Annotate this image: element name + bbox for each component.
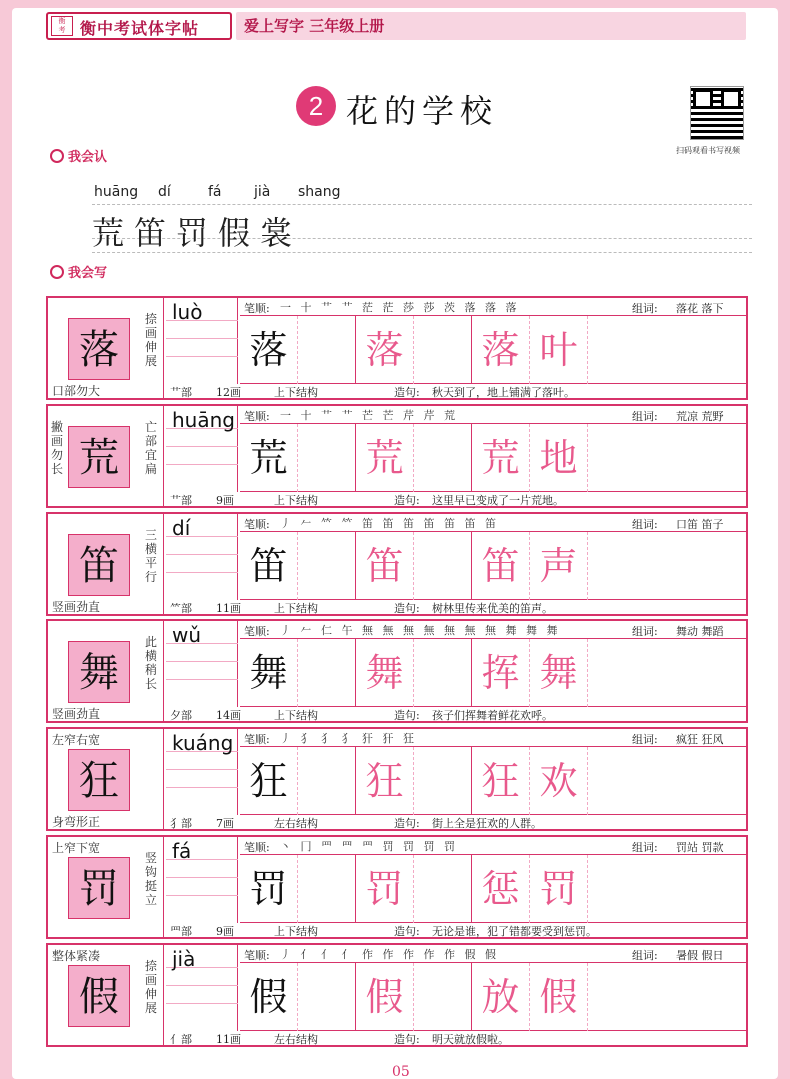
practice-cell[interactable] [298, 639, 356, 707]
row-pinyin: kuáng [172, 731, 234, 755]
pinyin-box [166, 406, 238, 492]
words-value: 落花 落下 [676, 302, 724, 315]
words-label: 组词: [632, 949, 658, 962]
stroke-order-label: 笔顺: [244, 302, 270, 315]
stroke-order-label: 笔顺: [244, 733, 270, 746]
guide-panel [48, 837, 164, 937]
stroke-count: 7画 [216, 817, 234, 830]
stroke-order-label: 笔顺: [244, 518, 270, 531]
tip-bottom: 身弯形正 [52, 815, 101, 829]
stroke-count: 11画 [216, 1033, 241, 1046]
brand-seal-icon: 衡 考 [51, 16, 73, 36]
magnifier-icon [50, 149, 64, 163]
practice-cell[interactable] [414, 532, 472, 600]
practice-cell[interactable]: 荒 [472, 424, 530, 492]
header-subtitle: 爱上写字 三年级上册 [244, 17, 385, 35]
qr-code-icon[interactable] [690, 86, 744, 140]
words-label: 组词: [632, 625, 658, 638]
practice-grid [240, 639, 746, 707]
row-footer [166, 923, 746, 937]
sentence-label: 造句: [394, 709, 420, 722]
stroke-order: 丿 犭 犭 犭 犴 犴 狂 [280, 732, 417, 745]
header-band [236, 12, 746, 40]
writing-row [46, 404, 748, 508]
practice-grid [240, 747, 746, 815]
stroke-order: 丿 亻 亻 亻 作 作 作 作 作 假 假 [280, 948, 499, 961]
practice-cell[interactable]: 假 [356, 963, 414, 1031]
practice-cell[interactable]: 假 [240, 963, 298, 1031]
practice-grid [240, 316, 746, 384]
guide-panel [48, 621, 164, 721]
sentence: 秋天到了，地上铺满了落叶。 [432, 386, 575, 399]
practice-cell[interactable]: 笛 [240, 532, 298, 600]
stroke-order-label: 笔顺: [244, 410, 270, 423]
section-recognize: 我会认 [50, 146, 107, 165]
words-value: 口笛 笛子 [676, 518, 724, 531]
pinyin-box [166, 298, 238, 384]
practice-cell[interactable]: 笛 [472, 532, 530, 600]
stroke-count: 11画 [216, 602, 241, 615]
practice-cell[interactable]: 舞 [356, 639, 414, 707]
words-value: 疯狂 狂风 [676, 733, 724, 746]
stroke-count: 12画 [216, 386, 241, 399]
stroke-count: 14画 [216, 709, 241, 722]
row-footer [166, 707, 746, 721]
words-label: 组词: [632, 733, 658, 746]
row-pinyin: jià [172, 947, 196, 971]
row-footer [166, 384, 746, 398]
stroke-order-bar [240, 298, 746, 316]
practice-cell[interactable]: 落 [240, 316, 298, 384]
practice-cell[interactable]: 笛 [356, 532, 414, 600]
sentence-label: 造句: [394, 602, 420, 615]
recognize-pinyin-3: fá [208, 184, 222, 200]
row-pinyin: huāng [172, 408, 235, 432]
stroke-order-bar [240, 514, 746, 532]
row-footer [166, 1031, 746, 1045]
radical: 艹部 [170, 386, 192, 399]
stroke-order: 丶 冂 罒 罒 罒 罚 罚 罚 罚 [280, 840, 458, 853]
practice-cell[interactable]: 落 [472, 316, 530, 384]
stroke-order: 丿 𠂉 𥫗 𥫗 笛 笛 笛 笛 笛 笛 笛 [280, 517, 499, 530]
brand-box [46, 12, 232, 40]
recognize-pinyin-1: huāng [94, 184, 139, 200]
practice-cell[interactable]: 荒 [356, 424, 414, 492]
stroke-order: 一 十 艹 艹 芒 芒 芹 芹 荒 [280, 409, 458, 422]
practice-cell[interactable]: 狂 [356, 747, 414, 815]
practice-cell[interactable] [414, 424, 472, 492]
structure: 上下结构 [274, 925, 318, 938]
guide-character: 舞 [68, 641, 130, 703]
recognize-area [92, 178, 752, 258]
guide-character: 落 [68, 318, 130, 380]
practice-cell[interactable] [414, 963, 472, 1031]
practice-grid [240, 963, 746, 1031]
sentence-label: 造句: [394, 494, 420, 507]
stroke-count: 9画 [216, 925, 234, 938]
tip-top: 上窄下宽 [52, 841, 101, 855]
tip-bottom: 口部勿大 [52, 384, 101, 398]
guide-character: 狂 [68, 749, 130, 811]
words-label: 组词: [632, 518, 658, 531]
radical: 犭部 [170, 817, 192, 830]
stroke-order-label: 笔顺: [244, 841, 270, 854]
practice-grid [240, 532, 746, 600]
stroke-order-label: 笔顺: [244, 949, 270, 962]
words-label: 组词: [632, 302, 658, 315]
radical: ⺮部 [170, 602, 192, 615]
row-footer [166, 492, 746, 506]
writing-row [46, 512, 748, 616]
practice-grid [240, 424, 746, 492]
practice-cell[interactable] [298, 424, 356, 492]
writing-row [46, 943, 748, 1047]
practice-cell[interactable]: 欢 [530, 747, 588, 815]
practice-cell[interactable]: 罚 [356, 855, 414, 923]
writing-row [46, 727, 748, 831]
sentence: 这里早已变成了一片荒地。 [432, 494, 564, 507]
recognize-pinyin-4: jià [254, 184, 271, 200]
writing-row [46, 835, 748, 939]
tip-right: 捺画伸展 [144, 959, 157, 1015]
lesson-number: 2 [296, 86, 336, 126]
guide-panel [48, 945, 164, 1045]
row-pinyin: fá [172, 839, 192, 863]
guide-character: 罚 [68, 857, 130, 919]
radical: 夕部 [170, 709, 192, 722]
radical: 罒部 [170, 925, 192, 938]
pinyin-box [166, 837, 238, 923]
practice-cell[interactable]: 落 [356, 316, 414, 384]
lesson-title: 花的学校 [346, 92, 499, 130]
guide-panel [48, 514, 164, 614]
practice-cell[interactable] [414, 747, 472, 815]
words-value: 舞动 舞蹈 [676, 625, 724, 638]
practice-cell[interactable]: 叶 [530, 316, 588, 384]
recognize-chars: 荒笛罚假裳 [92, 214, 303, 252]
stroke-count: 9画 [216, 494, 234, 507]
practice-cell[interactable] [298, 316, 356, 384]
sentence: 孩子们挥舞着鲜花欢呼。 [432, 709, 553, 722]
practice-cell[interactable]: 狂 [240, 747, 298, 815]
tip-bottom: 竖画劲直 [52, 707, 101, 721]
practice-cell[interactable] [298, 855, 356, 923]
magnifier-icon [50, 265, 64, 279]
structure: 上下结构 [274, 386, 318, 399]
guide-character: 荒 [68, 426, 130, 488]
structure: 上下结构 [274, 494, 318, 507]
practice-cell[interactable] [414, 855, 472, 923]
practice-cell[interactable]: 罚 [240, 855, 298, 923]
radical: 艹部 [170, 494, 192, 507]
sentence-label: 造句: [394, 925, 420, 938]
row-pinyin: dí [172, 516, 191, 540]
guide-character: 假 [68, 965, 130, 1027]
stroke-order-bar [240, 729, 746, 747]
structure: 左右结构 [274, 1033, 318, 1046]
practice-cell[interactable]: 舞 [240, 639, 298, 707]
practice-cell[interactable]: 挥 [472, 639, 530, 707]
brand-title: 衡中考试体字帖 [80, 19, 200, 38]
sentence: 无论是谁，犯了错都要受到惩罚。 [432, 925, 597, 938]
sentence: 明天就放假啦。 [432, 1033, 509, 1046]
practice-cell[interactable] [298, 963, 356, 1031]
stroke-order: 一 十 艹 艹 茫 茫 莎 莎 茨 落 落 落 [280, 301, 520, 314]
structure: 上下结构 [274, 709, 318, 722]
structure: 上下结构 [274, 602, 318, 615]
practice-cell[interactable]: 狂 [472, 747, 530, 815]
tip-bottom: 竖画劲直 [52, 600, 101, 614]
practice-cell[interactable]: 放 [472, 963, 530, 1031]
practice-cell[interactable]: 地 [530, 424, 588, 492]
section-write: 我会写 [50, 262, 107, 281]
pinyin-box [166, 729, 238, 815]
tip-left: 撇画勿长 [50, 420, 63, 476]
stroke-order-bar [240, 837, 746, 855]
stroke-order-label: 笔顺: [244, 625, 270, 638]
sentence: 街上全是狂欢的人群。 [432, 817, 542, 830]
words-value: 罚站 罚款 [676, 841, 724, 854]
sentence-label: 造句: [394, 386, 420, 399]
tip-right: 此横稍长 [144, 635, 157, 691]
radical: 亻部 [170, 1033, 192, 1046]
tip-top: 整体紧凑 [52, 949, 101, 963]
stroke-order: 丿 𠂉 仁 午 無 無 無 無 無 無 無 舞 舞 舞 [280, 624, 561, 637]
tip-right: 竖钩挺立 [144, 851, 157, 907]
practice-cell[interactable] [414, 316, 472, 384]
stroke-order-bar [240, 406, 746, 424]
guide-panel [48, 729, 164, 829]
practice-grid [240, 855, 746, 923]
writing-row [46, 619, 748, 723]
sentence-label: 造句: [394, 817, 420, 830]
page-sheet [12, 8, 778, 1079]
writing-row [46, 296, 748, 400]
guide-panel [48, 298, 164, 398]
tip-top: 左窄右宽 [52, 733, 101, 747]
qr-caption: 扫码观看书写视频 [676, 146, 740, 155]
practice-cell[interactable]: 荒 [240, 424, 298, 492]
tip-right: 捺画伸展 [144, 312, 157, 368]
page-header [12, 8, 778, 44]
practice-cell[interactable] [414, 639, 472, 707]
stroke-order-bar [240, 945, 746, 963]
sentence-label: 造句: [394, 1033, 420, 1046]
words-value: 暑假 假日 [676, 949, 724, 962]
words-value: 荒凉 荒野 [676, 410, 724, 423]
structure: 左右结构 [274, 817, 318, 830]
practice-cell[interactable]: 舞 [530, 639, 588, 707]
words-label: 组词: [632, 410, 658, 423]
tip-right: 亡部宜扁 [144, 420, 157, 476]
row-footer [166, 815, 746, 829]
row-pinyin: luò [172, 300, 203, 324]
pinyin-box [166, 945, 238, 1031]
page-number: 05 [392, 1064, 410, 1079]
stroke-order-bar [240, 621, 746, 639]
row-pinyin: wǔ [172, 623, 202, 647]
practice-cell[interactable]: 假 [530, 963, 588, 1031]
pinyin-box [166, 621, 238, 707]
guide-panel [48, 406, 164, 506]
practice-cell[interactable]: 声 [530, 532, 588, 600]
words-label: 组词: [632, 841, 658, 854]
pinyin-box [166, 514, 238, 600]
tip-right: 三横平行 [144, 528, 157, 584]
recognize-pinyin-2: dí [158, 184, 171, 200]
sentence: 树林里传来优美的笛声。 [432, 602, 553, 615]
practice-cell[interactable] [298, 747, 356, 815]
practice-cell[interactable]: 罚 [530, 855, 588, 923]
row-footer [166, 600, 746, 614]
guide-character: 笛 [68, 534, 130, 596]
recognize-pinyin-5: shang [298, 184, 341, 200]
practice-cell[interactable]: 惩 [472, 855, 530, 923]
practice-cell[interactable] [298, 532, 356, 600]
